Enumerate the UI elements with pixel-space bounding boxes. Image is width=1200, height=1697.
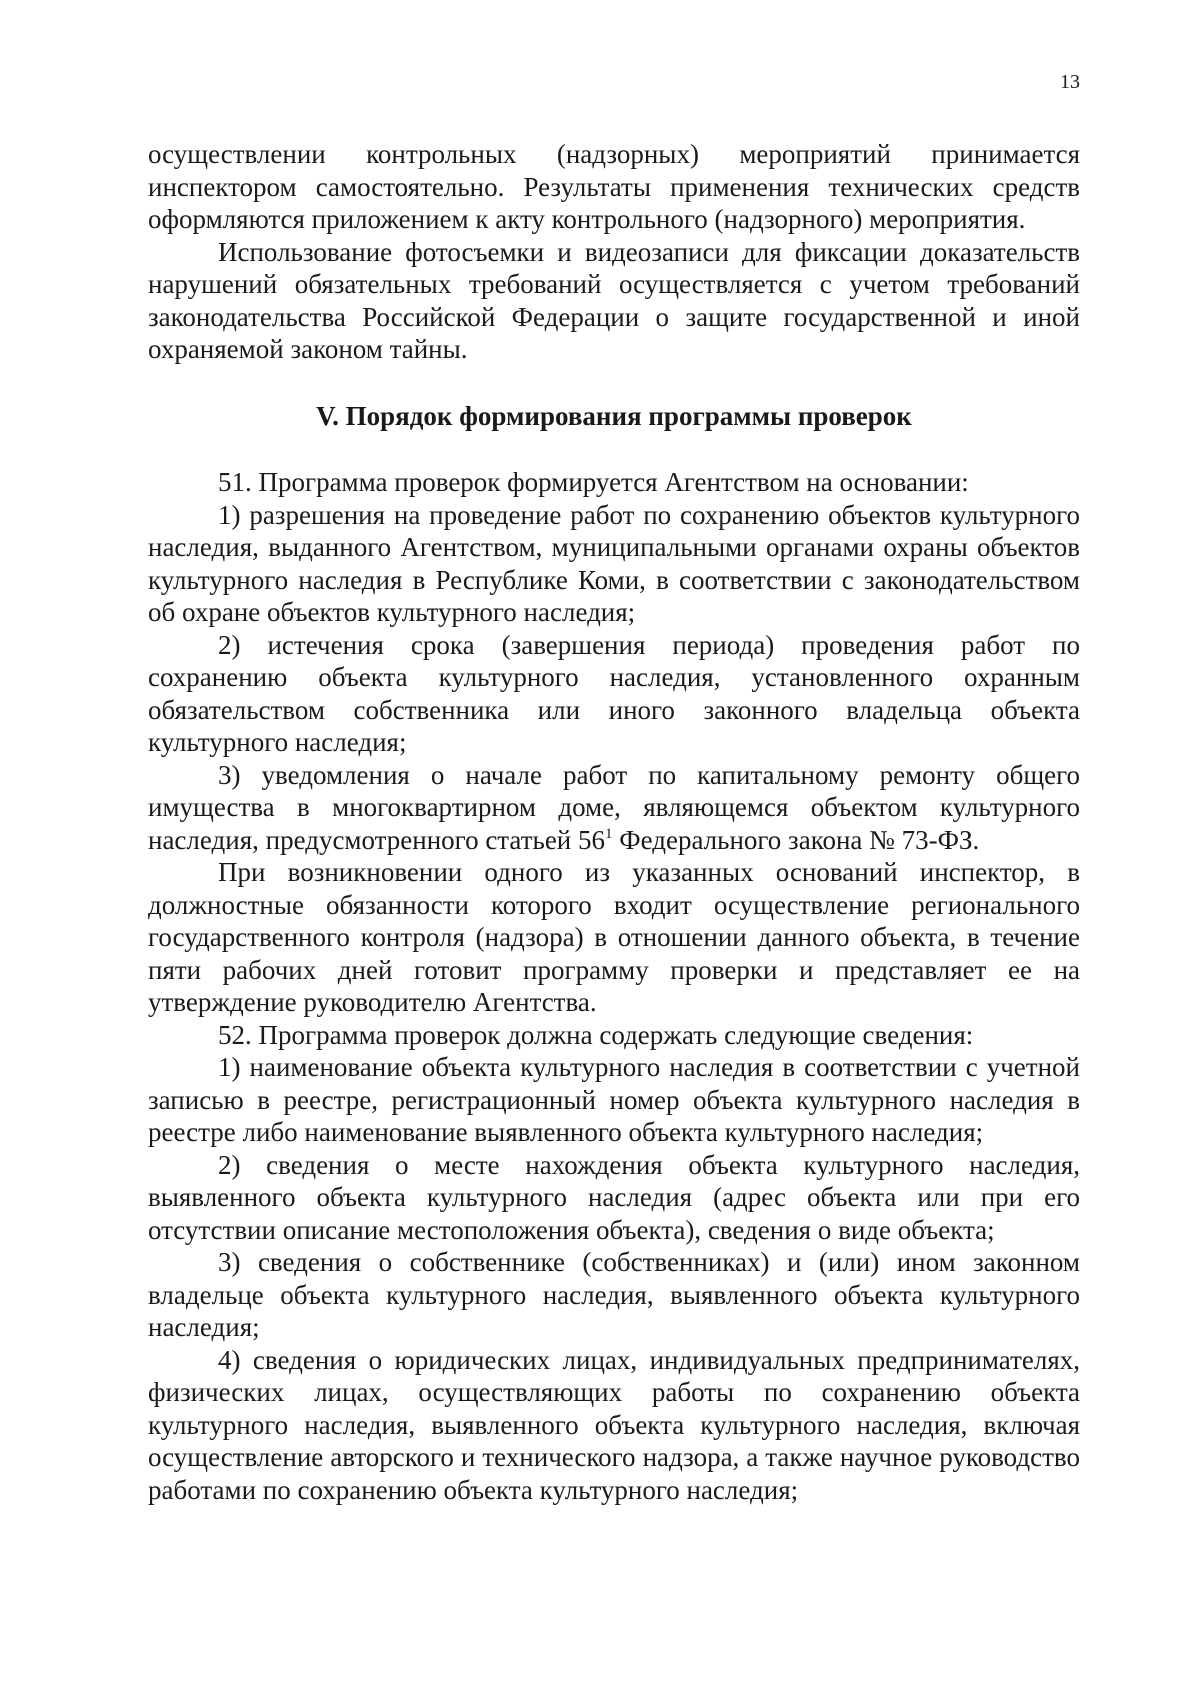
paragraph-52-item-2: 2) сведения о месте нахождения объекта культурного наследия, выявленного объекта культурного наследия (адрес объекта или при его отсутствии описание местоположения объекта), сведения о виде объекта; [148, 1149, 1080, 1245]
paragraph-51-after: При возникновении одного из указанных оснований инспектор, в должностные обязанности которого входит осуществление регионального государственного контроля (надзора) в отношении данного объекта, в течение пяти рабочих дней готовит программу проверки и представляет ее на утверждение руководителю Агентства. [148, 857, 1080, 1017]
paragraph-51-item-1: 1) разрешения на проведение работ по сохранению объектов культурного наследия, выданного Агентством, муниципальными органами охраны объектов культурного наследия в Республике Коми, в соответствии с законодательством об охране объектов культурного наследия; [148, 499, 1080, 627]
paragraph-continuation: осуществлении контрольных (надзорных) мероприятий принимается инспектором самостоятельно. Результаты применения технических средств оформляются приложением к акту контрольного (надзорного) мероприятия. [148, 139, 1080, 234]
paragraph-51-item-3 [148, 759, 1080, 857]
paragraph-51-item-2: 2) истечения срока (завершения периода) проведения работ по сохранению объекта культурного наследия, установленного охранным обязательством собственника или иного законного владельца объекта культурного наследия; [148, 629, 1080, 757]
paragraph-52-item-4: 4) сведения о юридических лицах, индивидуальных предпринимателях, физических лицах, осуществляющих работы по сохранению объекта культурного наследия, выявленного объекта культурного наследия, включая осуществление авторского и технического надзора, а также научное руководство работами по сохранению объекта культурного наследия; [148, 1344, 1080, 1505]
item-3-text: 3) уведомления о начале работ по капитальному ремонту общего имущества в многоквартирном доме, являющемся объектом культурного наследия, предусмотренного статьей 56 [148, 759, 1080, 855]
superscript: 1 [605, 825, 613, 842]
item-3-text-end: Федерального закона № 73-ФЗ. [612, 824, 980, 855]
paragraph-52-intro: 52. Программа проверок должна содержать следующие сведения: [218, 1019, 974, 1050]
paragraph-52-item-1: 1) наименование объекта культурного наследия в соответствии с учетной записью в реестре, регистрационный номер объекта культурного наследия в реестре либо наименование выявленного объекта культурного наследия; [148, 1052, 1080, 1147]
page-number: 13 [1060, 71, 1080, 93]
paragraph-51-intro: 51. Программа проверок формируется Агентством на основании: [218, 467, 969, 497]
paragraph-52-item-3: 3) сведения о собственнике (собственниках) и (или) ином законном владельце объекта культурного наследия, выявленного объекта культурного наследия; [148, 1247, 1080, 1342]
paragraph-photo-video: Использование фотосъемки и видеозаписи для фиксации доказательств нарушений обязательных требований осуществляется с учетом требований законодательства Российской Федерации о защите государственной и иной охраняемой законом тайны. [148, 236, 1080, 364]
section-heading: V. Порядок формирования программы проверок [316, 400, 912, 431]
